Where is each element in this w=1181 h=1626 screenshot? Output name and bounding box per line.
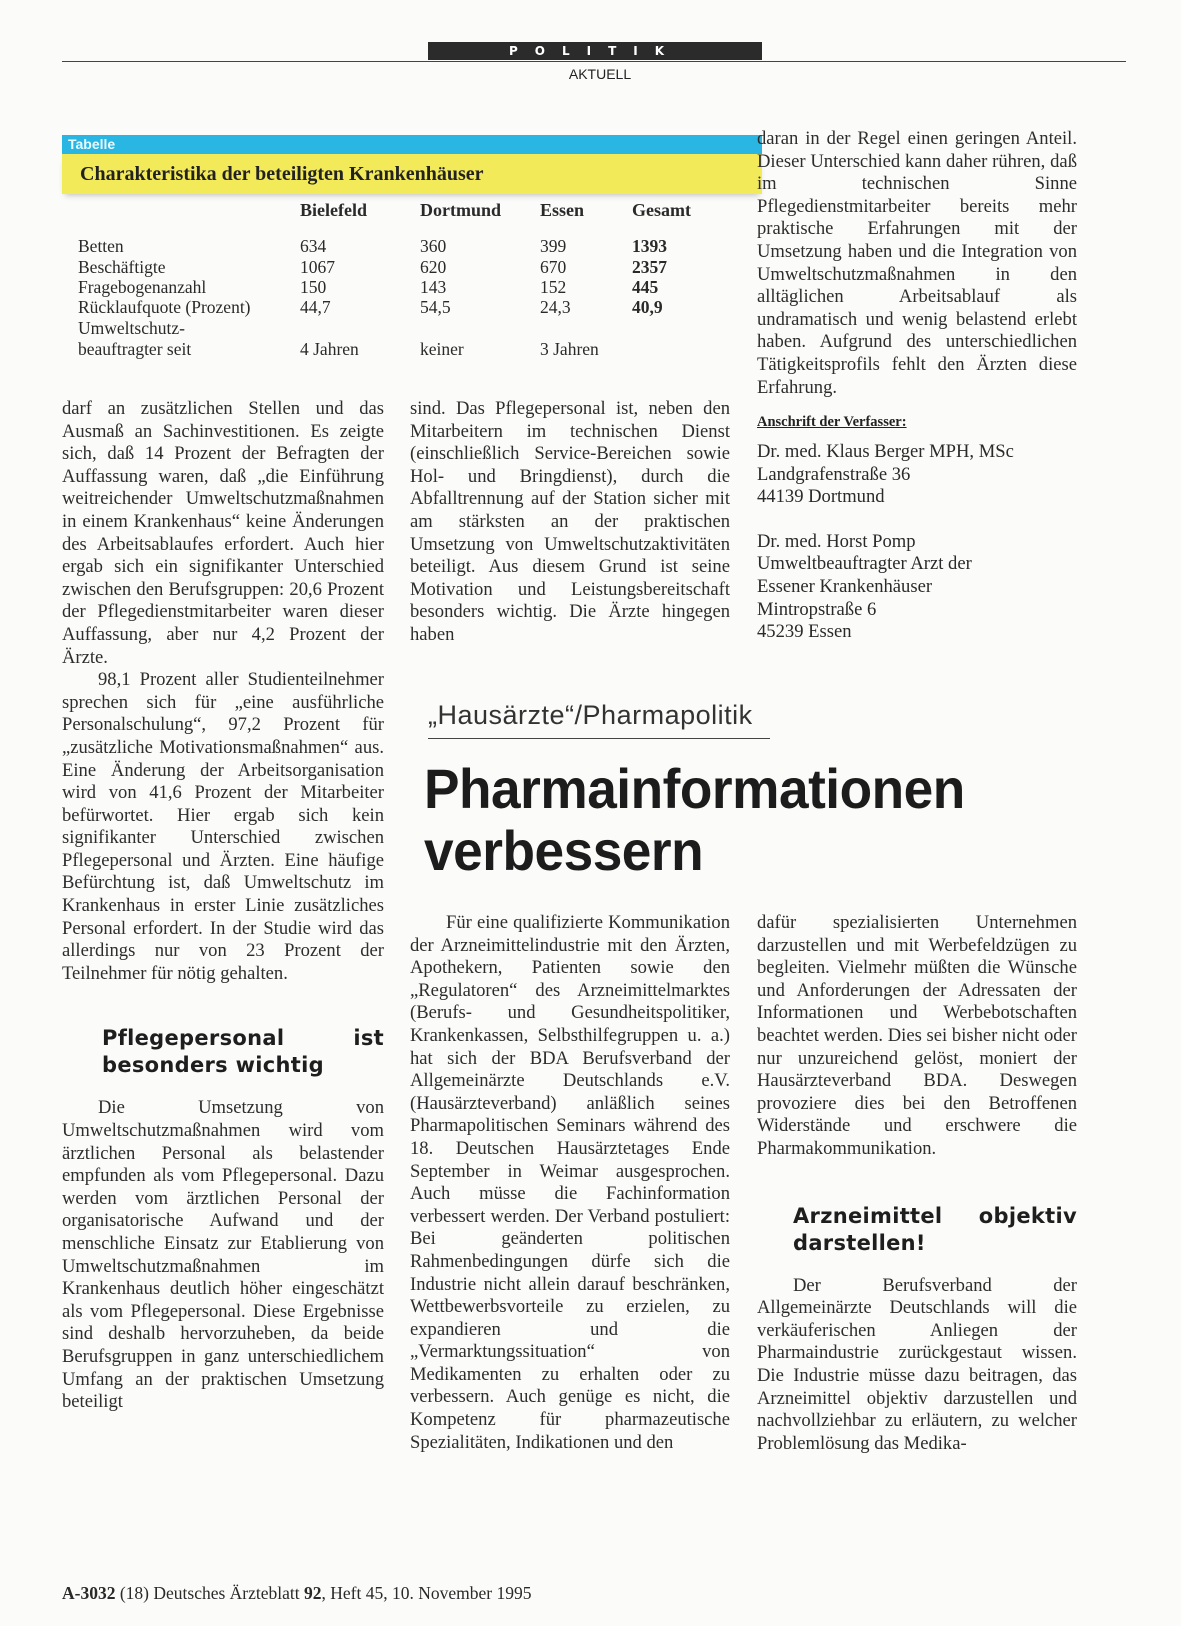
page-footer: [62, 1583, 531, 1604]
column-1: [62, 398, 384, 1414]
paragraph: sind. Das Pflegepersonal ist, neben den Mitarbeitern im technischen Dienst (einschließlich Service-Bereichen sowie Hol- und Bringdienst), durch die Abfalltrennung auf der Station sicher mit am stärksten an der praktischen Umsetzung von Umweltschutzaktivitäten beteiligt. Aus diesem Grund ist seine Motivation und Leistungsbereitschaft besonders wichtig. Die Ärzte hingegen haben: [410, 398, 730, 645]
paragraph: Für eine qualifizierte Kommunikation der Arzneimittelindustrie mit den Ärzten, Apothekern, Patienten sowie den „Regulatoren“ des Arzneimittelmarktes (Berufs- und Gesundheitspolitiker, Krankenkassen, Selbsthilfegruppen u. a.) hat sich der BDA Berufsverband der Allgemeinärzte Deutschlands e.V. (Hausärzteverband) anläßlich seines Pharmapolitischen Seminars während des 18. Deutschen Hausärztetages Ende September in Weimar ausgesprochen. Auch müsse die Fachinformation verbessert werden. Der Verband postuliert: Bei geänderten politischen Rahmenbedingungen dürfe sich die Industrie nicht allein darauf beschränken, Wettbewerbsvorteile zu erzielen, zu expandieren und die „Vermarktungssituation“ von Medikamenten zu erhalten oder zu verbessern. Auch genüge es nicht, die Kompetenz für pharmazeutische Spezialitäten, Indikationen und den: [410, 912, 730, 1453]
article2-column-2: [410, 912, 730, 1454]
paragraph: dafür spezialisierten Unternehmen darzustellen und mit Werbefeldzügen zu begleiten. Vielmehr müßten die Wünsche und Anforderungen der Adressaten der Informationen und Werbebotschaften beachtet werden. Dies sei bisher nicht oder nur unzureichend gelöst, moniert der Hausärzteverband BDA. Deswegen provoziere dies bei den Betroffenen Widerstände und erschwere die Pharmakommunikation.: [757, 912, 1077, 1159]
table-header-col: Bielefeld: [300, 200, 367, 220]
table-cell: 152: [540, 277, 567, 297]
section-label: AKTUELL: [568, 66, 632, 82]
paragraph: darf an zusätzlichen Stellen und das Ausmaß an Sachinvestitionen. Es zeigte sich, daß 14 Prozent der Befragten der Auffassung waren, daß „die Einführung weitreichender Umweltschutzmaßnahmen in einem Krankenhaus“ keine Änderungen des Arbeitsablaufes erfordert. Auch hier ergab sich ein signifikanter Unterschied zwischen den Berufsgruppen: 20,6 Prozent der Pflegedienstmitarbeiter waren dieser Auffassung, aber nur 4,2 Prozent der Ärzte.: [62, 398, 384, 668]
table-cell: 399: [540, 236, 567, 256]
table-row-label: Betten: [78, 236, 124, 256]
table-cell: 670: [540, 257, 567, 277]
table-cell: 143: [420, 277, 447, 297]
table-row-label: Fragebogenanzahl: [78, 277, 207, 297]
subheading: Pflegepersonal ist besonders wichtig: [102, 1026, 384, 1078]
table-cell: 150: [300, 277, 327, 297]
address-line: Mintropstraße 6: [757, 598, 877, 620]
table-cell: 360: [420, 236, 447, 256]
table-cell: 3 Jahren: [540, 339, 599, 359]
article-headline: [424, 758, 1089, 882]
headline-line: Pharmainformationen: [424, 757, 965, 820]
table-header-col: Dortmund: [420, 200, 502, 220]
table-cell: 44,7: [300, 297, 331, 317]
subheading: Arzneimittel objektiv darstellen!: [793, 1203, 1077, 1255]
table-cell: 54,5: [420, 297, 451, 317]
article-kicker: „Hausärzte“/Pharmapolitik: [428, 700, 753, 730]
paragraph: daran in der Regel einen geringen Anteil. Dieser Unterschied kann daher rühren, daß im technischen Sinne Pflegedienstmitarbeiter bereits mehr praktische Erfahrungen mit der Umsetzung haben und die Integration von Umweltschutzmaßnahmen in den alltäglichen Arbeitsablauf als undramatisch und wenig belastend erlebt haben. Aufgrund des unterschiedlichen Tätigkeitsprofils fehlt den Ärzten diese Erfahrung.: [757, 128, 1077, 398]
table-row-label: Beschäftigte: [78, 257, 166, 277]
column-3: [757, 128, 1077, 399]
table-header-col: Essen: [540, 200, 585, 220]
table-cell: 620: [420, 257, 447, 277]
address-line: Landgrafenstraße 36: [757, 463, 911, 485]
address-line: 45239 Essen: [757, 621, 852, 643]
table-cell: 1067: [300, 257, 335, 277]
table-cell-total: 40,9: [632, 297, 663, 317]
table-row-label: beauftragter seit: [78, 339, 192, 359]
table-cell: 634: [300, 236, 327, 256]
address-label: Anschrift der Verfasser:: [757, 414, 907, 430]
table-tag: Tabelle: [62, 135, 762, 154]
table-cell-total: 445: [632, 277, 659, 297]
table-cell: keiner: [420, 339, 464, 359]
address-line: Dr. med. Klaus Berger MPH, MSc: [757, 441, 1014, 462]
table-cell: 24,3: [540, 297, 571, 317]
volume-number: 92: [304, 1583, 322, 1603]
table-cell: 4 Jahren: [300, 339, 359, 359]
address-line: Umweltbeauftragter Arzt der: [757, 553, 972, 575]
address-line: Dr. med. Horst Pomp: [757, 530, 916, 552]
paragraph: Der Berufsverband der Allgemeinärzte Deutschlands will die verkäuferischen Anliegen der Pharmaindustrie zurückgestaut wissen. Die Industrie müsse dazu beitragen, das Arzneimittel objektiv darzustellen und nachvollziehbar zu erläutern, zu welcher Problemlösung das Medika-: [757, 1274, 1077, 1454]
table-row-label: Umweltschutz-: [78, 318, 185, 338]
paragraph: Die Umsetzung von Umweltschutzmaßnahmen wird vom ärztlichen Personal als belastender empfunden als vom Pflegepersonal. Dazu werden vom ärztlichen Personal der organisatorische Aufwand und der menschliche Einsatz zur Etablierung von Umweltschutzmaßnahmen im Krankenhaus deutlich höher eingeschätzt als vom Pflegepersonal. Diese Ergebnisse sind deshalb hervorzuheben, da beide Berufsgruppen in ganz unterschiedlichem Umfang an der praktischen Umsetzung beteiligt: [62, 1097, 384, 1413]
column-2: [410, 398, 730, 647]
headline-line: verbessern: [424, 819, 704, 882]
address-block: [757, 441, 1077, 644]
address-line: Essener Krankenhäuser: [757, 575, 933, 597]
table-header-col: Gesamt: [632, 200, 691, 220]
table-title: Charakteristika der beteiligten Krankenhäuser: [62, 154, 762, 194]
kicker-rule: [428, 738, 770, 739]
table-cell-total: 2357: [632, 257, 667, 277]
issue-suffix: , Heft 45, 10. November 1995: [321, 1583, 532, 1603]
page-number: A-3032: [62, 1583, 116, 1603]
table-row-label: Rücklaufquote (Prozent): [78, 297, 251, 317]
header-rule: [62, 61, 1126, 62]
table-cell-total: 1393: [632, 236, 667, 256]
issue-prefix: (18) Deutsches Ärzteblatt: [119, 1583, 300, 1603]
address-line: 44139 Dortmund: [757, 486, 885, 508]
article2-column-3: [757, 912, 1077, 1455]
paragraph: 98,1 Prozent aller Studienteilnehmer sprechen sich für „eine ausführliche Personalschulung“, 97,2 Prozent für „zusätzliche Motivationsmaßnahmen“ aus. Eine Änderung der Arbeitsorganisation wird von 41,6 Prozent der Mitarbeiter befürwortet. Hier ergab sich kein signifikanter Unterschied zwischen Pflegepersonal und Ärzten. Eine häufige Befürchtung ist, daß Umweltschutz im Krankenhaus in erster Linie zusätzliches Personal erfordert. In der Studie wird das allerdings nur von 23 Prozent der Teilnehmer für nötig gehalten.: [62, 669, 384, 984]
rubric-bar: POLITIK: [428, 42, 762, 60]
